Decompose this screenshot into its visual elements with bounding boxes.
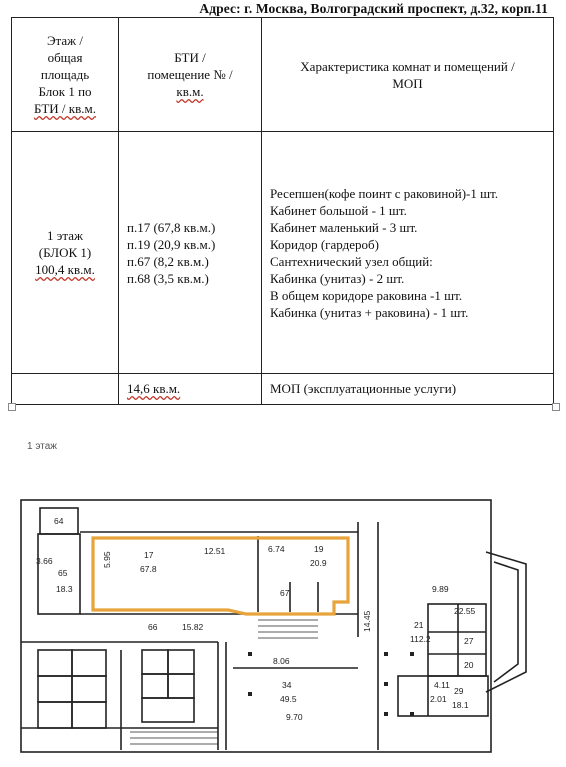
plan-label: 17 (144, 550, 154, 560)
premises-table (11, 17, 554, 405)
plan-label: 12.51 (204, 546, 226, 556)
plan-label: 20 (464, 660, 474, 670)
table-row (12, 373, 554, 404)
plan-label: 18.1 (452, 700, 469, 710)
plan-label: 8.06 (273, 656, 290, 666)
header-characteristics: Характеристика комнат и помещений / МОП (262, 18, 554, 132)
plan-label: 66 (148, 622, 158, 632)
plan-label: 27 (464, 636, 474, 646)
floor-plan (18, 492, 548, 760)
row-bti-rooms: п.17 (67,8 кв.м.) п.19 (20,9 кв.м.) п.67 (8,2 кв.м.) п.68 (3,5 кв.м.) (119, 132, 262, 374)
table-header-row (12, 18, 554, 132)
floor-label: 1 этаж (27, 441, 57, 452)
plan-label: 29 (454, 686, 464, 696)
plan-label: 34 (282, 680, 292, 690)
plan-label: 14.45 (362, 610, 372, 632)
plan-label: 65 (58, 568, 68, 578)
row-room-description: Ресепшен(кофе поинт с раковиной)-1 шт. Кабинет большой - 1 шт. Кабинет маленький - 3 шт. Коридор (гардероб) Сантехнический узел общий: Кабинка (унитаз) - 2 шт. В общем коридоре раковина -1 шт. Кабинка (унитаз + раковина) - 1 шт. (262, 132, 554, 374)
row-mop-description: МОП (эксплуатационные услуги) (262, 373, 554, 404)
plan-label: 5.95 (102, 551, 112, 568)
header-bti-room: БТИ / помещение № / кв.м. (119, 18, 262, 132)
plan-label: 64 (54, 516, 64, 526)
header-floor-area: Этаж / общая площадь Блок 1 по БТИ / кв.м. (12, 18, 119, 132)
plan-label: 6.74 (268, 544, 285, 554)
plan-label: 22.55 (454, 606, 476, 616)
row-floor-block: 1 этаж (БЛОК 1) 100,4 кв.м. (12, 132, 119, 374)
plan-label: 19 (314, 544, 324, 554)
plan-label: 9.70 (286, 712, 303, 722)
plan-label: 15.82 (182, 622, 204, 632)
row-empty-cell (12, 373, 119, 404)
row-mop-area: 14,6 кв.м. (119, 373, 262, 404)
plan-label: 3.66 (36, 556, 53, 566)
address-line: Адрес: г. Москва, Волгоградский проспект, д.32, корп.11 (199, 1, 548, 16)
plan-label: 9.89 (432, 584, 449, 594)
plan-label: 21 (414, 620, 424, 630)
selection-handle-right[interactable] (552, 403, 560, 411)
table-row (12, 132, 554, 374)
plan-label: 18.3 (56, 584, 73, 594)
selection-handle-left[interactable] (8, 403, 16, 411)
plan-label: 67 (280, 588, 290, 598)
plan-label: 2.01 (430, 694, 447, 704)
plan-label: 112.2 (410, 634, 431, 644)
plan-label: 67.8 (140, 564, 157, 574)
plan-label: 49.5 (280, 694, 297, 704)
plan-label: 4.11 (434, 680, 450, 690)
plan-label: 20.9 (310, 558, 327, 568)
